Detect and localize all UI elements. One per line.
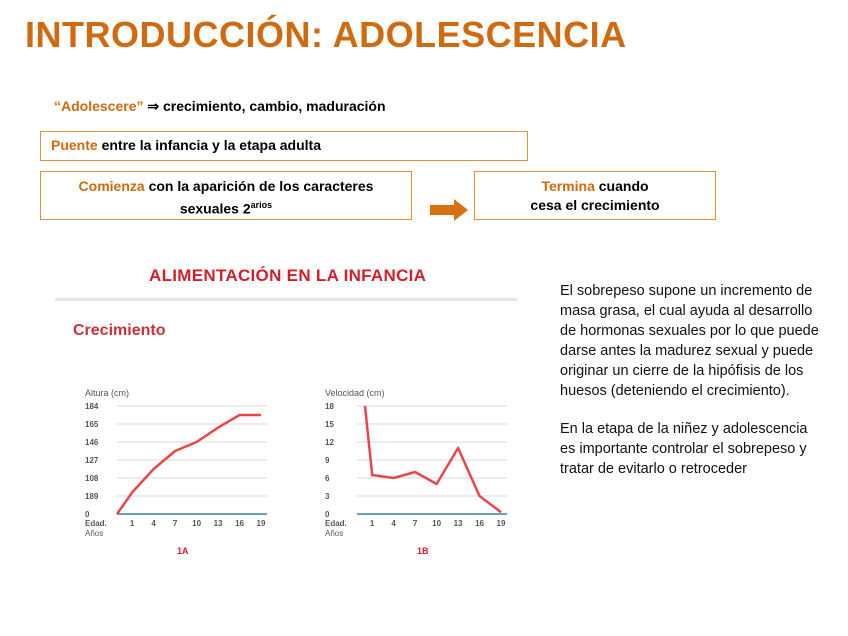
x-tick-label: 7	[412, 519, 418, 528]
x-tick-label: 10	[432, 519, 442, 528]
y-tick-label: 6	[325, 474, 330, 483]
side-paragraph-1: El sobrepeso supone un incremento de masa grasa, el cual ayuda al desarrollo de hormonas sexuales por lo que puede darse antes la madurez sexual y puede originar un cierre de la hipófisis de los huesos (deteniendo el crecimiento).	[560, 283, 819, 399]
series-line	[117, 415, 261, 514]
end-box	[474, 171, 716, 220]
x-tick-label: 13	[213, 519, 223, 528]
x-tick-label: 1	[129, 519, 135, 528]
side-paragraph-2: En la etapa de la niñez y adolescencia es importante controlar el sobrepeso y tratar de evitarlo o retroceder	[560, 421, 808, 477]
y-axis-label: Velocidad (cm)	[325, 388, 385, 398]
implies-arrow: ⇒	[147, 98, 160, 114]
x-axis-label-years: Años	[325, 529, 344, 538]
x-axis-label: Edad.	[325, 519, 347, 528]
x-axis-label: Edad.	[85, 519, 107, 528]
bridge-highlight: Puente	[51, 137, 98, 153]
start-highlight: Comienza	[78, 178, 145, 194]
chart-caption: 1A	[177, 546, 189, 556]
page-title: INTRODUCCIÓN: ADOLESCENCIA	[25, 14, 627, 55]
x-tick-label: 4	[151, 519, 156, 528]
x-tick-label: 4	[391, 519, 396, 528]
x-tick-label: 16	[475, 519, 484, 528]
bridge-box	[40, 131, 528, 161]
figure-subtitle: Crecimiento	[73, 322, 166, 339]
x-tick-label: 13	[453, 519, 463, 528]
end-text-line2: cesa el crecimiento	[530, 197, 660, 213]
y-tick-label: 12	[325, 438, 334, 447]
etymology-meaning: crecimiento, cambio, maduración	[163, 98, 386, 114]
y-tick-label: 165	[85, 420, 99, 429]
height-chart	[77, 384, 277, 574]
y-tick-label: 15	[325, 420, 334, 429]
y-tick-label: 3	[325, 492, 330, 501]
y-tick-label: 0	[325, 510, 330, 519]
y-tick-label: 189	[85, 492, 99, 501]
etymology-line	[54, 98, 386, 115]
y-tick-label: 0	[85, 510, 90, 519]
side-explanation	[560, 281, 820, 497]
start-superscript: arios	[250, 200, 273, 210]
y-tick-label: 184	[85, 402, 99, 411]
growth-figure	[55, 258, 525, 578]
y-tick-label: 127	[85, 456, 99, 465]
end-text-line1: cuando	[598, 178, 649, 194]
start-text-line1: con la aparición de los caracteres	[148, 178, 374, 194]
y-tick-label: 108	[85, 474, 99, 483]
velocity-chart	[317, 384, 517, 574]
x-tick-label: 19	[496, 519, 506, 528]
x-tick-label: 1	[369, 519, 375, 528]
figure-divider	[55, 298, 517, 301]
x-tick-label: 19	[256, 519, 266, 528]
x-tick-label: 7	[172, 519, 178, 528]
chart-caption: 1B	[417, 546, 429, 556]
x-axis-label-years: Años	[85, 529, 104, 538]
end-highlight: Termina	[541, 178, 595, 194]
right-arrow-icon	[430, 199, 468, 221]
y-axis-label: Altura (cm)	[85, 388, 130, 398]
start-text-line2: sexuales 2	[179, 200, 251, 217]
y-tick-label: 18	[325, 402, 334, 411]
x-tick-label: 10	[192, 519, 202, 528]
start-box	[40, 171, 412, 220]
etymology-term: “Adolescere”	[54, 98, 144, 114]
y-tick-label: 9	[325, 456, 330, 465]
x-tick-label: 16	[235, 519, 244, 528]
y-tick-label: 146	[85, 438, 99, 447]
bridge-text: entre la infancia y la etapa adulta	[101, 137, 321, 153]
figure-title: ALIMENTACIÓN EN LA INFANCIA	[149, 266, 427, 285]
